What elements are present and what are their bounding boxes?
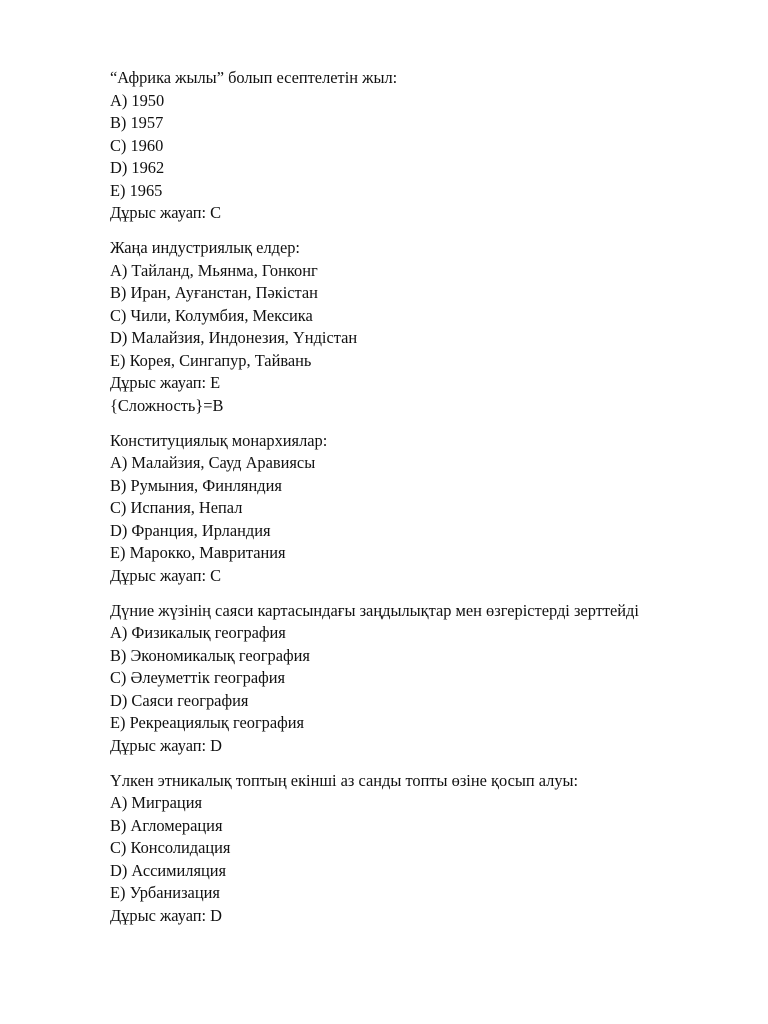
answer-option-c: C) Консолидация [110,838,231,857]
answer-option-e: E) 1965 [110,180,163,200]
question-text: Жаңа индустриялық елдер: [110,238,300,257]
answer-option-d: D) Ассимиляция [110,860,227,880]
correct-answer: Дұрыс жауап: D [110,905,223,925]
correct-answer: Дұрыс жауап: E [110,373,221,392]
answer-option-d: D) Малайзия, Индонезия, Үндістан [110,328,358,347]
answer-option-a: A) Малайзия, Сауд Аравиясы [110,453,316,472]
answer-option-a: A) Тайланд, Мьянма, Гонконг [110,260,318,280]
question-text: “Африка жылы” болып есептелетін жыл: [110,68,398,87]
answer-option-a: A) 1950 [110,90,165,110]
answer-option-b: B) Агломерация [110,815,223,835]
answer-option-b: B) Румыния, Финляндия [110,475,282,495]
answer-option-c: C) Чили, Колумбия, Мексика [110,305,313,325]
difficulty-tag: {Сложность}=В [110,395,224,415]
correct-answer: Дұрыс жауап: C [110,565,222,585]
question-block [110,67,750,225]
question-block [110,770,750,928]
answer-option-b: B) Экономикалық география [110,645,310,665]
document-page [110,67,750,940]
question-block [110,430,750,588]
answer-option-b: B) 1957 [110,113,164,132]
question-text: Конституциялық монархиялар: [110,430,328,450]
correct-answer: Дұрыс жауап: C [110,203,222,222]
answer-option-d: D) Саяси география [110,690,249,710]
correct-answer: Дұрыс жауап: D [110,735,223,755]
answer-option-d: D) 1962 [110,158,165,177]
question-text: Дүние жүзінің саяси картасындағы заңдылықтар мен өзгерістерді зерттейді [110,600,639,620]
answer-option-a: A) Физикалық география [110,623,286,642]
answer-option-a: A) Миграция [110,793,203,812]
answer-option-c: C) 1960 [110,135,164,155]
answer-option-b: B) Иран, Ауғанстан, Пәкістан [110,283,318,302]
answer-option-c: C) Әлеуметтік география [110,668,286,687]
answer-option-e: E) Рекреациялық география [110,713,305,732]
answer-option-e: E) Корея, Сингапур, Тайвань [110,350,312,370]
answer-option-d: D) Франция, Ирландия [110,520,271,540]
question-block [110,600,750,758]
question-block [110,237,750,417]
answer-option-e: E) Марокко, Мавритания [110,543,286,562]
question-text: Үлкен этникалық топтың екінші аз санды топты өзіне қосып алуы: [110,770,579,790]
answer-option-e: E) Урбанизация [110,883,220,902]
answer-option-c: C) Испания, Непал [110,498,243,517]
